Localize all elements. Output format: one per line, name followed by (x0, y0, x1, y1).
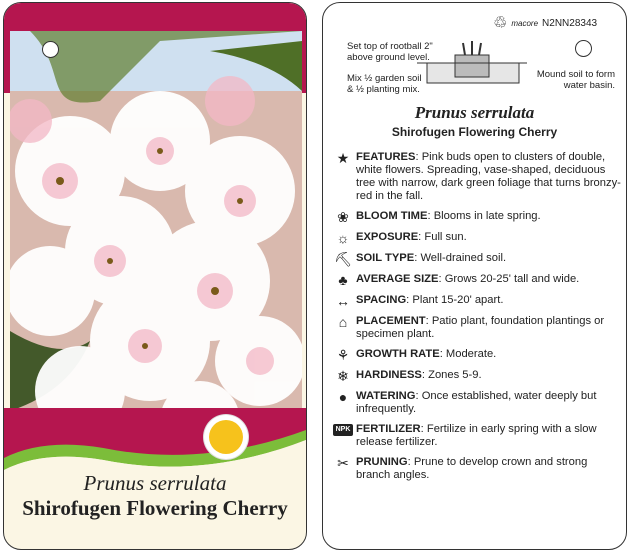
front-tag (3, 2, 307, 550)
front-common-name: Shirofugen Flowering Cherry (22, 496, 288, 520)
planting-hole-icon (417, 41, 527, 87)
fact-exposure: ☼ EXPOSURE: Full sun. (333, 231, 623, 245)
fact-soil-type: ⛏ SOIL TYPE: Well-drained soil. (334, 251, 507, 267)
fact-spacing: ↔ SPACING: Plant 15-20' apart. (333, 294, 623, 308)
star-icon: ★ (336, 150, 350, 166)
fact-features: ★ FEATURES: Pink buds open to clusters of double, white flowers. Spreading, vase-shaped, deciduous tree with narrow, dark green foliage that turns bronzy-red in the fall. (333, 151, 623, 203)
back-tag (322, 2, 627, 550)
npk-icon: NPK (333, 424, 353, 436)
diagram-label-rootball: Set top of rootball 2" above ground level. (347, 41, 433, 63)
fact-placement: ⌂ PLACEMENT: Patio plant, foundation plantings or specimen plant. (333, 315, 623, 341)
diagram-label-mound: Mound soil to form water basin. (536, 69, 615, 91)
pruners-icon: ✂ (337, 455, 349, 471)
fact-pruning: ✂ PRUNING: Prune to develop crown and strong branch angles. (333, 456, 623, 482)
macore-logo: macore (511, 18, 539, 28)
hang-hole (42, 41, 59, 58)
fact-hardiness: ❄ HARDINESS: Zones 5-9. (333, 369, 623, 383)
fact-bloom-time: ❀ BLOOM TIME: Blooms in late spring. (333, 210, 623, 224)
back-header (493, 13, 597, 33)
back-common-name: Shirofugen Flowering Cherry (391, 125, 558, 139)
flower-icon: ❀ (337, 209, 349, 225)
care-facts-list (333, 151, 623, 489)
recycle-2-icon: ♲ (493, 15, 508, 32)
fact-growth-rate: ⚘ GROWTH RATE: Moderate. (333, 348, 623, 362)
fact-watering: ● WATERING: Once established, water deeply but infrequently. (333, 390, 623, 416)
drop-icon: ● (338, 389, 348, 405)
snowflake-icon: ❄ (337, 368, 349, 384)
fact-average-size: ♣ AVERAGE SIZE: Grows 20-25' tall and wide. (333, 273, 623, 287)
sun-icon: ☼ (336, 230, 350, 246)
cherry-blossom-photo (10, 31, 302, 451)
back-latin-name: Prunus serrulata (414, 103, 535, 122)
diagram-label-mix: Mix ½ garden soil & ½ planting mix. (347, 73, 422, 95)
landscape-icon: ⌂ (338, 314, 348, 330)
front-latin-name: Prunus serrulata (83, 471, 227, 495)
arrows-icon: ↔ (336, 293, 350, 309)
fact-fertilizer: NPK FERTILIZER: Fertilize in early spring with a slow release fertilizer. (333, 423, 623, 449)
planting-diagram (327, 35, 623, 97)
sun-icon (204, 415, 248, 459)
shovel-icon: ⛏ (334, 251, 352, 267)
tree-icon: ♣ (338, 272, 348, 288)
sprout-icon: ⚘ (336, 347, 350, 363)
sku-code: N2NN28343 (542, 17, 598, 29)
